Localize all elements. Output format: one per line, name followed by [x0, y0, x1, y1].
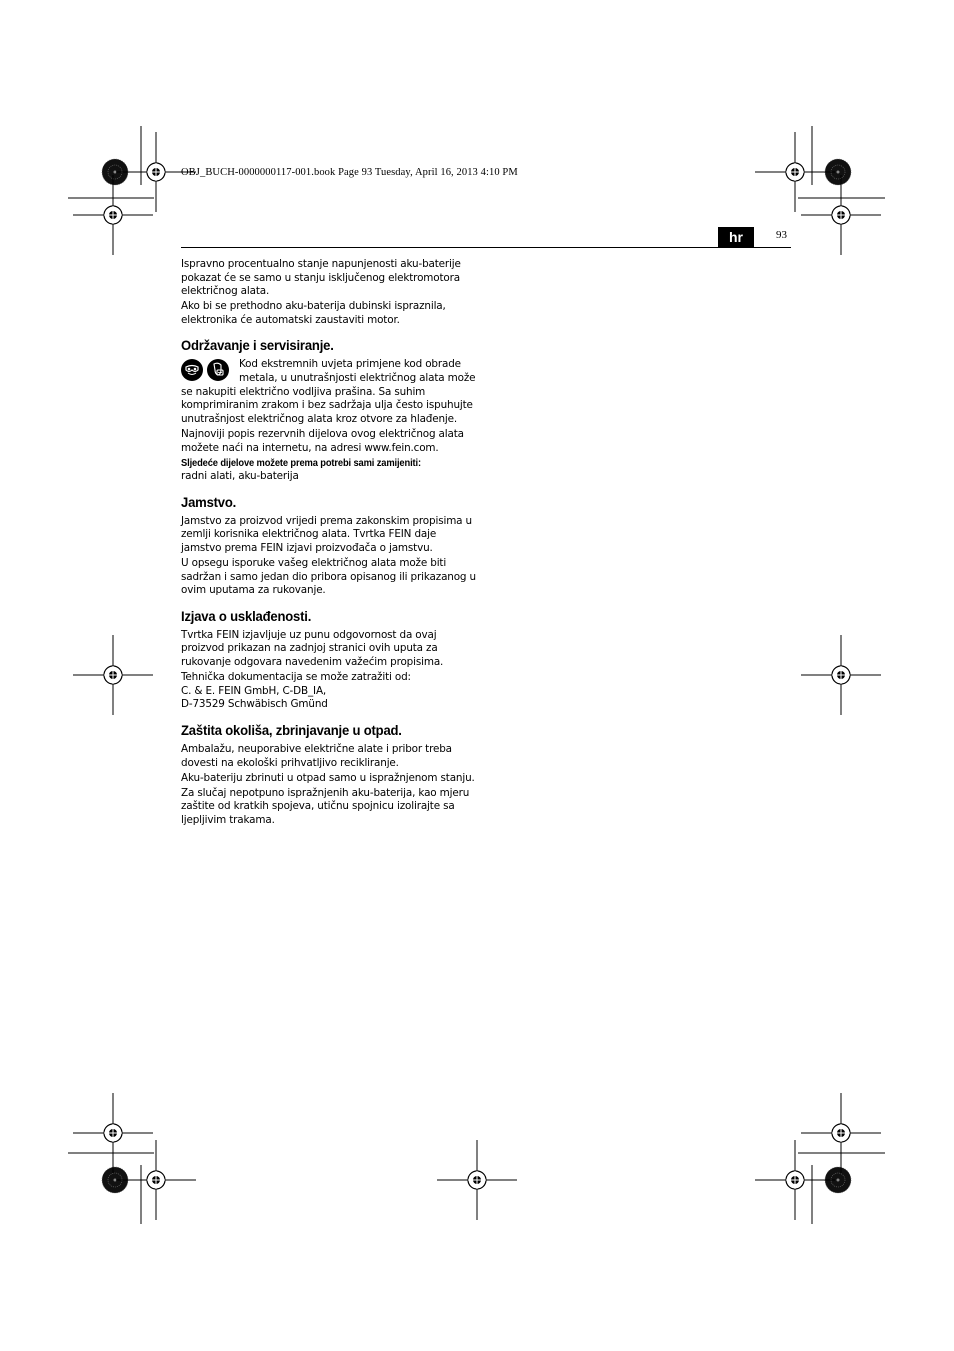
registration-crosshair-icon [73, 175, 153, 255]
conformity-contact [181, 671, 477, 712]
environment-paragraph: Ambalažu, neuporabive električne alate i pribor treba dovesti na ekološki prihvatljivo recikliranje. [181, 742, 452, 769]
registration-crosshair-icon [437, 1140, 517, 1220]
warranty-paragraph: U opsegu isporuke vašeg električnog alata može biti sadržan i samo jedan dio pribora opisanog ili prikazanog u ovim uputama za rukovanje. [181, 557, 476, 597]
registration-crosshair-icon [801, 175, 881, 255]
conformity-paragraph: Tvrtka FEIN izjavljuje uz punu odgovornost da ovaj proizvod prikazan na zadnjoj stranici ovih uputa za rukovanje odgovara navedenim važećim propisima. [181, 628, 444, 669]
eye-protection-icon [181, 359, 203, 381]
maintenance-paragraph: Najnoviji popis rezervnih dijelova ovog električnog alata možete naći na internetu, na adresi www.fein.com. [181, 427, 464, 454]
language-badge: hr [718, 227, 754, 247]
registration-crosshair-icon [801, 1093, 881, 1173]
section-title-maintenance: Održavanje i servisiranje. [181, 338, 334, 355]
header-rule [181, 247, 791, 248]
registration-crosshair-icon [73, 635, 153, 715]
section-title-conformity: Izjava o usklađenosti. [181, 608, 312, 625]
maintenance-paragraph: Kod ekstremnih uvjeta primjene kod obrade metala, u unutrašnjosti električnog alata može se nakupiti električno vodljiva prašina. Sa suhim komprimiranim zrakom i bez sadržaja ulja često ispuhujte unutrašnjost električnog alata kroz otvore za hlađenje. [181, 358, 476, 425]
conformity-contact-line: C. & E. FEIN GmbH, C-DB_IA, [181, 684, 327, 697]
page-number: 93 [776, 229, 787, 241]
section-title-warranty: Jamstvo. [181, 494, 237, 511]
warranty-paragraph: Jamstvo za proizvod vrijedi prema zakonskim propisima u zemlji korisnika električnog alata. Tvrtka FEIN daje jamstvo prema FEIN izjavi proizvođača o jamstvu. [181, 514, 472, 554]
registration-crosshair-icon [801, 635, 881, 715]
section-title-environment: Zaštita okoliša, zbrinjavanje u otpad. [181, 722, 402, 739]
environment-paragraph: Za slučaj nepotpuno ispražnjenih aku-baterija, kao mjeru zaštite od kratkih spojeva, utičnu spojnicu izolirajte sa ljepljivim trakama. [181, 786, 470, 826]
safety-icons [181, 359, 235, 385]
conformity-contact-line: Tehnička dokumentacija se može zatražiti od: [181, 671, 411, 684]
intro-paragraph: Ako bi se prethodno aku-baterija dubinski ispraznila, elektronika će automatski zaustaviti motor. [181, 300, 446, 326]
replaceable-parts-list: radni alati, aku-baterija [181, 470, 299, 483]
print-slug: OBJ_BUCH-0000000117-001.book Page 93 Tuesday, April 16, 2013 4:10 PM [181, 167, 518, 178]
text-column [181, 258, 477, 829]
registration-crosshair-icon [755, 132, 835, 212]
intro-paragraph: Ispravno procentualno stanje napunjenosti aku-baterije pokazat će se samo u stanju isključenog elektromotora električnog alata. [181, 258, 461, 298]
conformity-contact-line: D-73529 Schwäbisch Gmünd [181, 698, 328, 711]
dust-mask-icon [207, 359, 229, 381]
registration-crosshair-icon [755, 1140, 835, 1220]
maintenance-block [181, 358, 477, 426]
registration-crosshair-icon [116, 1140, 196, 1220]
replaceable-parts-note: Sljedeće dijelove možete prema potrebi sami zamijeniti: [181, 457, 421, 469]
registration-crosshair-icon [73, 1093, 153, 1173]
environment-paragraph: Aku-bateriju zbrinuti u otpad samo u ispražnjenom stanju. [181, 771, 475, 784]
